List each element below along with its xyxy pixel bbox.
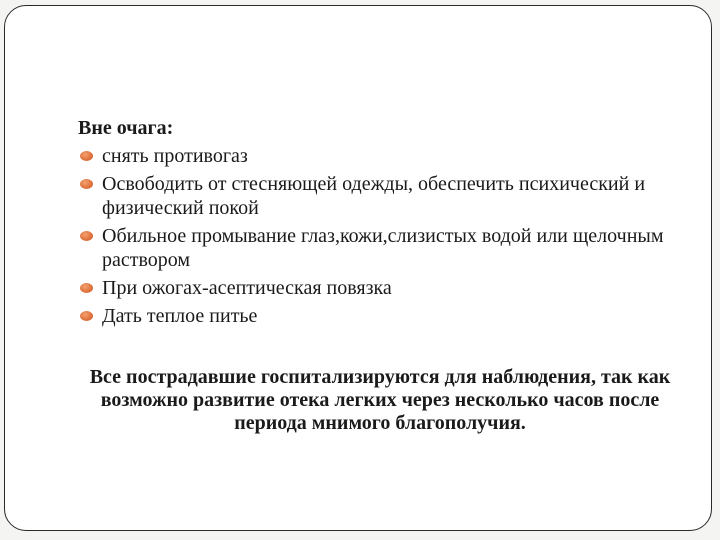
bullet-text: Освободить от стесняющей одежды, обеспечить психический и физический покой — [102, 173, 646, 219]
slide-content — [78, 116, 678, 332]
bullet-list — [78, 144, 678, 328]
bullet-dot-icon — [80, 151, 93, 161]
bullet-dot-icon — [80, 179, 93, 189]
bullet-text: При ожогах-асептическая повязка — [102, 277, 392, 299]
bullet-item — [78, 276, 678, 300]
bullet-dot-icon — [80, 283, 93, 293]
bullet-item — [78, 172, 678, 220]
bullet-text: снять противогаз — [102, 145, 248, 167]
bullet-dot-icon — [80, 231, 93, 241]
hospitalization-note: Все пострадавшие госпитализируются для наблюдения, так как возможно развитие отека легких через несколько часов после периода мнимого благополучия. — [89, 366, 671, 434]
bullet-text: Дать теплое питье — [102, 305, 258, 327]
bullet-dot-icon — [80, 311, 93, 321]
bullet-item — [78, 144, 678, 168]
bullet-text: Обильное промывание глаз,кожи,слизистых водой или щелочным раствором — [102, 225, 664, 271]
bullet-item — [78, 224, 678, 272]
slide-heading: Вне очага: — [78, 117, 174, 139]
bullet-item — [78, 304, 678, 328]
